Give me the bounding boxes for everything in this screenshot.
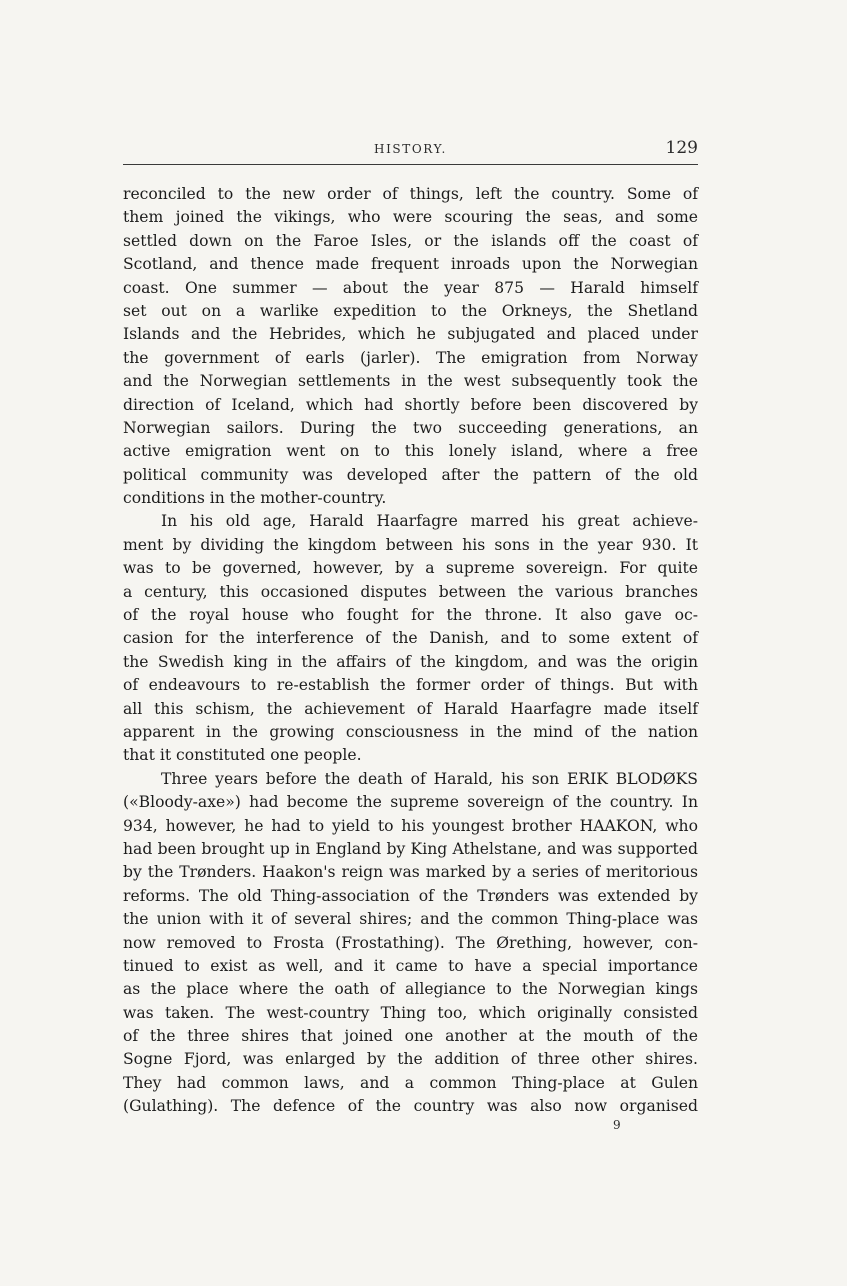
text-line: the Swedish king in the affairs of the kingdom, and was the origin — [123, 652, 698, 671]
text-line: reconciled to the new order of things, left the country. Some of — [123, 185, 698, 203]
text-line: the union with it of several shires; and the common Thing-place was — [123, 910, 698, 929]
text-line: Norwegian sailors. During the two succeeding generations, an — [123, 418, 698, 437]
text-line: coast. One summer — about the year 875 — Harald himself — [123, 278, 698, 297]
text-line: In his old age, Harald Haarfagre marred his great achieve- — [161, 512, 698, 531]
text-line: was to be governed, however, by a supreme sovereign. For quite — [123, 559, 698, 578]
text-line: tinued to exist as well, and it came to have a special importance — [123, 956, 698, 975]
text-line: of endeavours to re-establish the former order of things. But with — [123, 676, 698, 695]
page-header — [123, 138, 698, 164]
text-line: political community was developed after the pattern of the old — [123, 465, 698, 484]
text-line: had been brought up in England by King Athelstane, and was supported — [123, 839, 698, 858]
text-line: active emigration went on to this lonely island, where a free — [123, 442, 698, 461]
text-line: that it constituted one people. — [123, 746, 362, 765]
text-line: direction of Iceland, which had shortly before been discovered by — [123, 395, 698, 414]
text-line: and the Norwegian settlements in the west subsequently took the — [123, 372, 698, 391]
page-number: 129 — [665, 138, 698, 158]
text-line: a century, this occasioned disputes between the various branches — [123, 582, 698, 601]
text-line: Scotland, and thence made frequent inroads upon the Norwegian — [123, 255, 698, 274]
running-head: HISTORY. — [374, 142, 447, 156]
text-line: («Bloody-axe») had become the supreme sovereign of the country. In — [123, 793, 698, 812]
signature-mark: 9 — [613, 1118, 621, 1132]
text-line: the government of earls (jarler). The emigration from Norway — [123, 348, 698, 367]
text-line: (Gulathing). The defence of the country was also now organised — [123, 1097, 698, 1116]
text-line: was taken. The west-country Thing too, which originally consisted — [123, 1003, 698, 1022]
text-line: apparent in the growing consciousness in the mind of the nation — [123, 722, 698, 741]
text-line: settled down on the Faroe Isles, or the islands off the coast of — [123, 231, 698, 250]
text-line: conditions in the mother-country. — [123, 489, 387, 508]
body-text — [123, 183, 698, 1119]
text-line: casion for the interference of the Danish, and to some extent of — [123, 629, 698, 648]
text-line: reforms. The old Thing-association of the Trønders was extended by — [123, 886, 698, 905]
text-line: Three years before the death of Harald, his son ERIK BLODØKS — [161, 769, 698, 788]
header-rule — [123, 164, 698, 165]
text-line: of the royal house who fought for the throne. It also gave oc- — [123, 606, 698, 625]
text-line: 934, however, he had to yield to his youngest brother HAAKON, who — [123, 816, 698, 835]
text-line: set out on a warlike expedition to the Orkneys, the Shetland — [123, 301, 698, 320]
text-line: They had common laws, and a common Thing-place at Gulen — [123, 1073, 698, 1092]
text-line: now removed to Frosta (Frostathing). The Ørething, however, con- — [123, 933, 698, 952]
text-line: by the Trønders. Haakon's reign was marked by a series of meritorious — [123, 863, 698, 882]
text-line: them joined the vikings, who were scouring the seas, and some — [123, 208, 698, 227]
text-line: Sogne Fjord, was enlarged by the addition of three other shires. — [123, 1050, 698, 1069]
text-line: of the three shires that joined one another at the mouth of the — [123, 1027, 698, 1046]
text-line: Islands and the Hebrides, which he subjugated and placed under — [123, 325, 698, 344]
text-line: ment by dividing the kingdom between his sons in the year 930. It — [123, 535, 698, 554]
text-line: as the place where the oath of allegiance to the Norwegian kings — [123, 980, 698, 999]
text-line: all this schism, the achievement of Harald Haarfagre made itself — [123, 699, 698, 718]
